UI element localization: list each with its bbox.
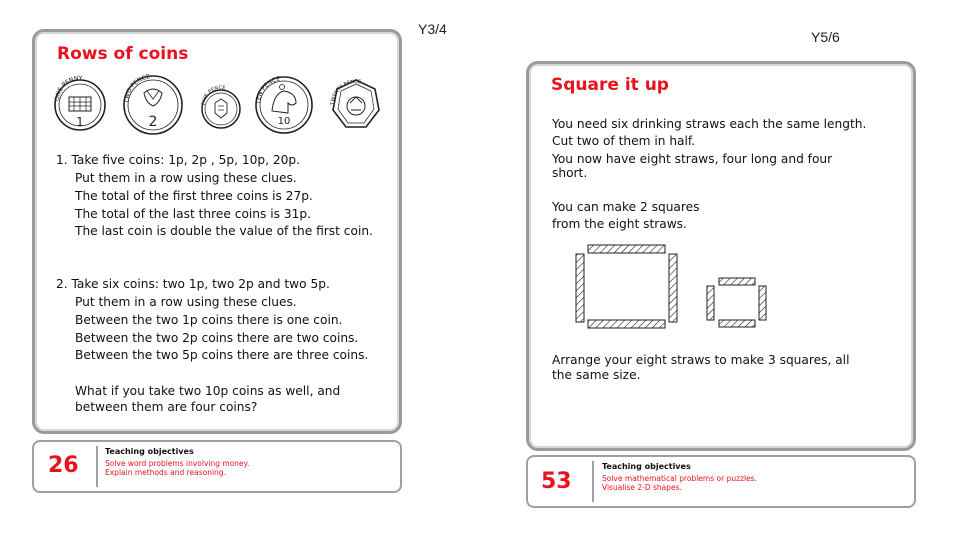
q1-line-1: 1. Take five coins: 1p, 2p , 5p, 10p, 20p. — [56, 153, 300, 167]
right-footer-box — [526, 455, 916, 508]
footer-divider — [96, 446, 98, 487]
q2-line-4: Between the two 2p coins there are two coins. — [75, 331, 359, 345]
long-straw — [669, 254, 677, 322]
short-straw — [759, 286, 766, 320]
objective-1: Solve mathematical problems or puzzles. — [602, 474, 757, 483]
ten-pence-value: 10 — [277, 116, 291, 127]
short-straw — [719, 320, 755, 327]
long-straw — [588, 320, 665, 328]
q2-line-5: Between the two 5p coins there are three coins. — [75, 348, 369, 362]
long-straw — [576, 254, 584, 322]
large-square — [576, 245, 677, 328]
q1-line-5: The last coin is double the value of the first coin. — [75, 224, 373, 238]
para1-line-3: You now have eight straws, four long and four — [552, 152, 833, 166]
footer-divider — [592, 461, 594, 502]
twenty-pence-rim-text: TWENTY PENCE — [329, 78, 362, 106]
q1-line-3: The total of the first three coins is 27p. — [75, 189, 313, 203]
para1-line-4: short. — [552, 166, 588, 180]
left-footer-box — [32, 440, 402, 493]
q3-line-1: What if you take two 10p coins as well, and — [75, 384, 341, 398]
page-number: 53 — [541, 469, 572, 494]
card-title: Square it up — [551, 75, 669, 95]
one-penny-rim-text: ONE PENNY — [53, 74, 83, 102]
q2-line-3: Between the two 1p coins there is one coin. — [75, 313, 343, 327]
ten-pence-rim-text: TEN PENCE — [254, 75, 281, 105]
five-pence-rim-text: FIVE PENCE — [200, 84, 226, 106]
short-straw — [719, 278, 755, 285]
para3-line-2: the same size. — [552, 368, 641, 382]
ten-pence-coin — [255, 75, 312, 133]
objective-1: Solve word problems involving money. — [105, 459, 250, 468]
objectives-heading: Teaching objectives — [602, 462, 691, 471]
para1-line-2: Cut two of them in half. — [552, 134, 696, 148]
small-square — [707, 278, 766, 327]
q3-line-2: between them are four coins? — [75, 400, 258, 414]
para1-line-1: You need six drinking straws each the same length. — [552, 117, 867, 131]
page-number: 26 — [48, 453, 79, 478]
objective-2: Explain methods and reasoning. — [105, 468, 226, 477]
short-straw — [707, 286, 714, 320]
level-label-right: Y5/6 — [811, 29, 840, 45]
objectives-heading: Teaching objectives — [105, 447, 194, 456]
one-penny-value: 1 — [76, 115, 84, 129]
q1-line-2: Put them in a row using these clues. — [75, 171, 297, 185]
para2-line-1: You can make 2 squares — [552, 200, 700, 214]
para3-line-1: Arrange your eight straws to make 3 squares, all — [552, 353, 850, 367]
one-penny-coin — [54, 75, 105, 130]
two-pence-value: 2 — [148, 114, 158, 130]
q2-line-1: 2. Take six coins: two 1p, two 2p and two 5p. — [56, 277, 330, 291]
two-pence-coin — [123, 73, 182, 134]
coins-illustration — [52, 73, 382, 135]
level-label-left: Y3/4 — [418, 21, 447, 37]
objective-2: Visualise 2-D shapes. — [602, 483, 682, 492]
long-straw — [588, 245, 665, 253]
twenty-pence-coin — [330, 79, 379, 127]
para2-line-2: from the eight straws. — [552, 217, 687, 231]
straw-squares-diagram — [570, 240, 770, 335]
q1-line-4: The total of the last three coins is 31p. — [75, 207, 311, 221]
q2-line-2: Put them in a row using these clues. — [75, 295, 297, 309]
card-title: Rows of coins — [57, 44, 189, 64]
two-pence-rim-text: TWO PENCE — [122, 73, 151, 104]
five-pence-coin — [201, 85, 240, 128]
